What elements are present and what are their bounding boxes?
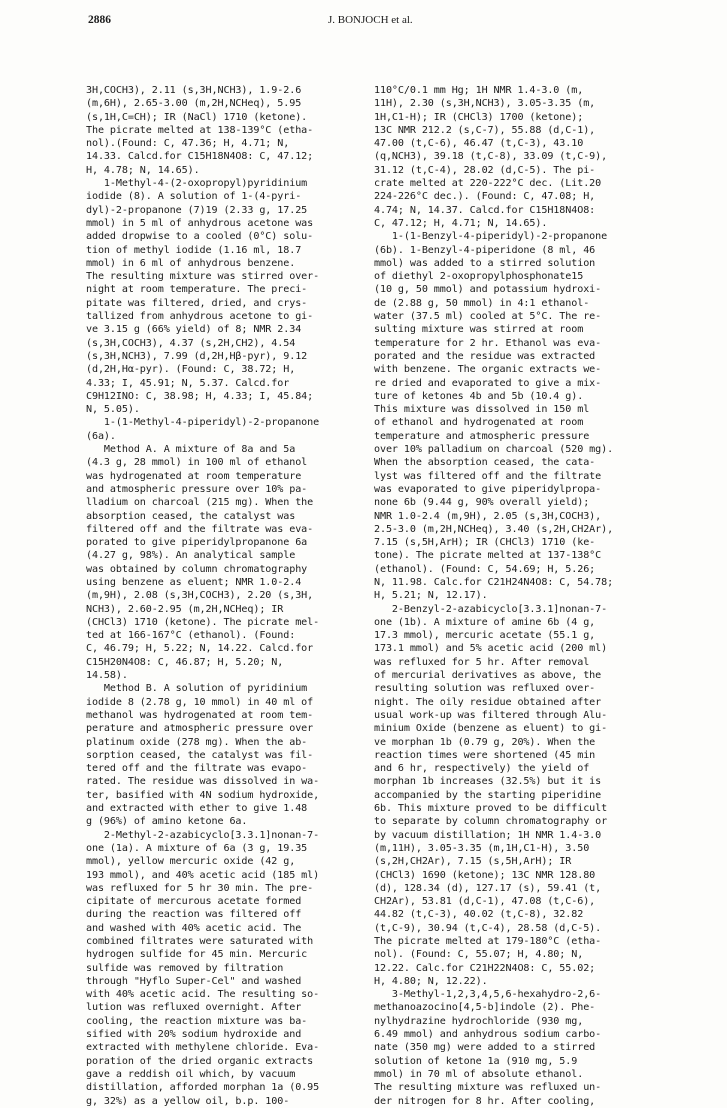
text-line: iodide (8). A solution of 1-(4-pyri- (86, 191, 302, 203)
text-line: NMR 1.0-2.4 (m,9H), 2.05 (s,3H,COCH3), (374, 510, 602, 522)
text-line: temperature for 2 hr. Ethanol was eva- (374, 337, 602, 349)
page-header (88, 14, 688, 34)
text-line: (CHCl3) 1710 (ketone). The picrate mel- (86, 616, 320, 628)
text-line: solution of ketone 1a (910 mg, 5.9 (374, 1055, 578, 1067)
text-line: 13C NMR 212.2 (s,C-7), 55.88 (d,C-1), (374, 124, 596, 136)
text-line: was hydrogenated at room temperature (86, 470, 302, 482)
text-line: porated to give piperidylpropanone 6a (86, 537, 308, 549)
text-line: and extracted with ether to give 1.48 (86, 803, 308, 815)
text-line: and atmospheric pressure over 10% pa- (86, 483, 308, 495)
text-line: When the absorption ceased, the cata- (374, 457, 596, 469)
text-line: iodide 8 (2.78 g, 10 mmol) in 40 ml of (86, 696, 314, 708)
text-line: 11H), 2.30 (s,3H,NCH3), 3.05-3.35 (m, (374, 98, 596, 110)
page-number: 2886 (88, 14, 111, 26)
text-line: The picrate melted at 179-180°C (etha- (374, 936, 602, 947)
text-line: 193 mmol), and 40% acetic acid (185 ml) (86, 869, 320, 881)
text-line: minium Oxide (benzene as eluent) to gi- (374, 723, 608, 735)
text-line: (q,NCH3), 39.18 (t,C-8), 33.09 (t,C-9), (374, 151, 608, 163)
text-line: 224-226°C dec.). (Found: C, 47.08; H, (374, 191, 596, 203)
text-line: and 6 hr, respectively) the yield of (374, 763, 590, 775)
text-line: 1-Methyl-4-(2-oxopropyl)pyridinium (86, 178, 308, 190)
text-line: 6.49 mmol) and anhydrous sodium carbo- (374, 1029, 602, 1041)
text-line: 2-Benzyl-2-azabicyclo[3.3.1]nonan-7- (374, 603, 608, 615)
text-line: 4.33; I, 45.91; N, 5.37. Calcd.for (86, 377, 290, 389)
text-line: over 10% palladium on charcoal (520 mg). (374, 444, 614, 456)
text-line: to separate by column chromatography or (374, 816, 608, 828)
text-line: nylhydrazine hydrochloride (930 mg, (374, 1015, 584, 1027)
text-line: 3-Methyl-1,2,3,4,5,6-hexahydro-2,6- (374, 989, 602, 1001)
text-line: was evaporated to give piperidylpropa- (374, 483, 602, 495)
right-text-column (374, 84, 656, 1108)
text-line: de (2.88 g, 50 mmol) in 4:1 ethanol- (374, 297, 590, 309)
text-line: nol). (Found: C, 55.07; H, 4.80; N, (374, 949, 584, 961)
text-line: 4.74; N, 14.37. Calcd.for C15H18N4O8: (374, 204, 596, 216)
text-line: (6b). 1-Benzyl-4-piperidone (8 ml, 46 (374, 244, 596, 256)
text-line: (m,11H), 3.05-3.35 (m,1H,C1-H), 3.50 (374, 842, 590, 854)
text-line: 17.3 mmol), mercuric acetate (55.1 g, (374, 630, 596, 642)
text-line: H, 4.78; N, 14.65). (86, 164, 200, 176)
text-line: (s,2H,CH2Ar), 7.15 (s,5H,ArH); IR (374, 856, 572, 868)
text-line: (s,3H,NCH3), 7.99 (d,2H,Hβ-pyr), 9.12 (86, 350, 308, 362)
text-line: one (1a). A mixture of 6a (3 g, 19.35 (86, 842, 308, 854)
text-line: nol).(Found: C, 47.36; H, 4.71; N, (86, 138, 290, 150)
text-line: (m,6H), 2.65-3.00 (m,2H,NCHeq), 5.95 (86, 98, 302, 110)
text-line: resulting solution was refluxed over- (374, 683, 596, 695)
text-line: (CHCl3) 1690 (ketone); 13C NMR 128.80 (374, 869, 596, 881)
text-line: (6a). (86, 430, 116, 442)
text-line: lladium on charcoal (215 mg). When the (86, 497, 314, 509)
text-line: N, 5.05). (86, 404, 140, 416)
text-line: gave a reddish oil which, by vacuum (86, 1068, 296, 1080)
text-line: and washed with 40% acetic acid. The (86, 922, 302, 934)
text-line: using benzene as eluent; NMR 1.0-2.4 (86, 576, 302, 588)
text-line: morphan 1b increases (32.5%) but it is (374, 776, 602, 788)
text-line: accompanied by the starting piperidine (374, 789, 602, 801)
text-line: The picrate melted at 138-139°C (etha- (86, 124, 314, 136)
text-line: temperature and atmospheric pressure (374, 430, 590, 442)
text-line: sified with 20% sodium hydroxide and (86, 1029, 302, 1041)
text-line: 14.33. Calcd.for C15H18N4O8: C, 47.12; (86, 151, 314, 163)
text-line: pitate was filtered, dried, and crys- (86, 297, 308, 309)
text-line: perature and atmospheric pressure over (86, 723, 314, 735)
text-line: methanol was hydrogenated at room tem- (86, 709, 314, 721)
text-line: 14.58). (86, 670, 128, 682)
text-line: water (37.5 ml) cooled at 5°C. The re- (374, 311, 602, 323)
text-line: sulfide was removed by filtration (86, 962, 284, 974)
text-line: ter, basified with 4N sodium hydroxide, (86, 789, 320, 801)
text-line: was refluxed for 5 hr 30 min. The pre- (86, 882, 314, 894)
text-line: 1H,C1-H); IR (CHCl3) 1700 (ketone); (374, 111, 584, 123)
text-line: dyl)-2-propanone (7)19 (2.33 g, 17.25 (86, 204, 308, 216)
text-line: Method A. A mixture of 8a and 5a (86, 444, 296, 456)
text-line: This mixture was dissolved in 150 ml (374, 404, 590, 416)
text-line: Method B. A solution of pyridinium (86, 683, 308, 695)
text-line: C9H12INO: C, 38.98; H, 4.33; I, 45.84; (86, 390, 314, 402)
text-line: poration of the dried organic extracts (86, 1055, 314, 1067)
text-line: tone). The picrate melted at 137-138°C (374, 550, 602, 562)
text-line: 12.22. Calc.for C21H22N4O8: C, 55.02; (374, 962, 596, 974)
text-line: cipitate of mercurous acetate formed (86, 896, 302, 908)
text-line: combined filtrates were saturated with (86, 936, 314, 947)
text-line: one (1b). A mixture of amine 6b (4 g, (374, 616, 596, 628)
text-line: 2.5-3.0 (m,2H,NCHeq), 3.40 (s,2H,CH2Ar), (374, 523, 614, 535)
text-line: mmol), yellow mercuric oxide (42 g, (86, 856, 296, 868)
text-line: was refluxed for 5 hr. After removal (374, 656, 590, 668)
text-line: (4.27 g, 98%). An analytical sample (86, 550, 296, 562)
text-line: night. The oily residue obtained after (374, 696, 602, 708)
text-line: sulting mixture was stirred at room (374, 324, 584, 336)
text-line: mmol) in 5 ml of anhydrous acetone was (86, 217, 314, 229)
text-line: through "Hyflo Super-Cel" and washed (86, 975, 302, 987)
text-line: ture of ketones 4b and 5b (10.4 g). (374, 390, 584, 402)
text-line: ve morphan 1b (0.79 g, 20%). When the (374, 736, 596, 748)
text-line: rated. The residue was dissolved in wa- (86, 776, 320, 788)
text-line: 110°C/0.1 mm Hg; 1H NMR 1.4-3.0 (m, (374, 85, 584, 96)
text-line: mmol) in 70 ml of absolute ethanol. (374, 1068, 584, 1080)
running-head: J. BONJOCH et al. (328, 14, 413, 26)
text-line: was obtained by column chromatography (86, 563, 308, 575)
text-line: tered off and the filtrate was evapo- (86, 763, 308, 775)
text-line: absorption ceased, the catalyst was (86, 510, 296, 522)
text-line: with benzene. The organic extracts we- (374, 364, 602, 376)
left-text-column (86, 84, 368, 1108)
text-line: during the reaction was filtered off (86, 909, 302, 921)
text-line: of diethyl 2-oxopropylphosphonate15 (374, 271, 584, 283)
text-line: The resulting mixture was stirred over- (86, 271, 320, 283)
text-line: of ethanol and hydrogenated at room (374, 417, 584, 429)
text-line: NCH3), 2.60-2.95 (m,2H,NCHeq); IR (86, 603, 284, 615)
text-line: 1-(1-Benzyl-4-piperidyl)-2-propanone (374, 231, 608, 243)
text-line: 7.15 (s,5H,ArH); IR (CHCl3) 1710 (ke- (374, 537, 596, 549)
text-line: mmol) in 6 ml of anhydrous benzene. (86, 257, 296, 269)
text-line: (s,1H,C=CH); IR (NaCl) 1710 (ketone). (86, 111, 308, 123)
text-line: distillation, afforded morphan 1a (0.95 (86, 1082, 320, 1094)
text-line: CH2Ar), 53.81 (d,C-1), 47.08 (t,C-6), (374, 896, 596, 908)
text-line: lyst was filtered off and the filtrate (374, 470, 602, 482)
text-line: added dropwise to a cooled (0°C) solu- (86, 231, 314, 243)
text-line: methanoazocino[4,5-b]indole (2). Phe- (374, 1002, 596, 1014)
text-line: extracted with methylene chloride. Eva- (86, 1042, 320, 1054)
text-line: nate (350 mg) were added to a stirred (374, 1042, 596, 1054)
text-line: sorption ceased, the catalyst was fil- (86, 749, 314, 761)
text-line: lution was refluxed overnight. After (86, 1002, 302, 1014)
text-line: 1-(1-Methyl-4-piperidyl)-2-propanone (86, 417, 320, 429)
text-line: usual work-up was filtered through Alu- (374, 709, 608, 721)
text-line: ted at 166-167°C (ethanol). (Found: (86, 630, 296, 642)
text-line: ve 3.15 g (66% yield) of 8; NMR 2.34 (86, 324, 302, 336)
text-line: mmol) was added to a stirred solution (374, 257, 596, 269)
text-line: crate melted at 220-222°C dec. (Lit.20 (374, 178, 602, 190)
text-line: with 40% acetic acid. The resulting so- (86, 989, 320, 1001)
text-line: cooling, the reaction mixture was ba- (86, 1015, 308, 1027)
text-line: porated and the residue was extracted (374, 350, 596, 362)
text-line: 47.00 (t,C-6), 46.47 (t,C-3), 43.10 (374, 138, 584, 150)
text-line: C, 47.12; H, 4.71; N, 14.65). (374, 217, 548, 229)
text-line: 3H,COCH3), 2.11 (s,3H,NCH3), 1.9-2.6 (86, 85, 302, 96)
text-line: N, 11.98. Calc.for C21H24N4O8: C, 54.78; (374, 576, 614, 588)
text-line: (4.3 g, 28 mmol) in 100 ml of ethanol (86, 457, 308, 469)
text-line: tion of methyl iodide (1.16 ml, 18.7 (86, 244, 302, 256)
text-line: (d,2H,Hα-pyr). (Found: C, 38.72; H, (86, 364, 296, 376)
text-line: 6b. This mixture proved to be difficult (374, 803, 608, 815)
text-line: (t,C-9), 30.94 (t,C-4), 28.58 (d,C-5). (374, 922, 602, 934)
text-line: by vacuum distillation; 1H NMR 1.4-3.0 (374, 829, 602, 841)
text-line: hydrogen sulfide for 45 min. Mercuric (86, 949, 308, 961)
text-line: (d), 128.34 (d), 127.17 (s), 59.41 (t, (374, 882, 602, 894)
text-line: (s,3H,COCH3), 4.37 (s,2H,CH2), 4.54 (86, 337, 296, 349)
text-line: (ethanol). (Found: C, 54.69; H, 5.26; (374, 563, 596, 575)
text-line: reaction times were shortened (45 min (374, 749, 596, 761)
text-line: none 6b (9.44 g, 90% overall yield); (374, 497, 590, 509)
text-line: (m,9H), 2.08 (s,3H,COCH3), 2.20 (s,3H, (86, 590, 314, 602)
text-line: The resulting mixture was refluxed un- (374, 1082, 602, 1094)
text-line: C15H20N4O8: C, 46.87; H, 5.20; N, (86, 656, 284, 668)
text-line: 2-Methyl-2-azabicyclo[3.3.1]nonan-7- (86, 829, 320, 841)
text-line: of mercurial derivatives as above, the (374, 670, 602, 682)
text-line: 173.1 mmol) and 5% acetic acid (200 ml) (374, 643, 608, 655)
text-line: 44.82 (t,C-3), 40.02 (t,C-8), 32.82 (374, 909, 584, 921)
text-line: night at room temperature. The preci- (86, 284, 308, 296)
text-line: platinum oxide (278 mg). When the ab- (86, 736, 308, 748)
text-line: C, 46.79; H, 5.22; N, 14.22. Calcd.for (86, 643, 314, 655)
text-line: (10 g, 50 mmol) and potassium hydroxi- (374, 284, 602, 296)
text-line: filtered off and the filtrate was eva- (86, 523, 314, 535)
text-line: der nitrogen for 8 hr. After cooling, (374, 1095, 596, 1107)
text-line: re dried and evaporated to give a mix- (374, 377, 602, 389)
text-line: g (96%) of amino ketone 6a. (86, 816, 248, 828)
text-line: H, 4.80; N, 12.22). (374, 975, 488, 987)
text-line: g, 32%) as a yellow oil, b.p. 100- (86, 1095, 290, 1107)
text-line: tallized from anhydrous acetone to gi- (86, 311, 314, 323)
text-line: H, 5.21; N, 12.17). (374, 590, 488, 602)
text-line: 31.12 (t,C-4), 28.02 (d,C-5). The pi- (374, 164, 596, 176)
